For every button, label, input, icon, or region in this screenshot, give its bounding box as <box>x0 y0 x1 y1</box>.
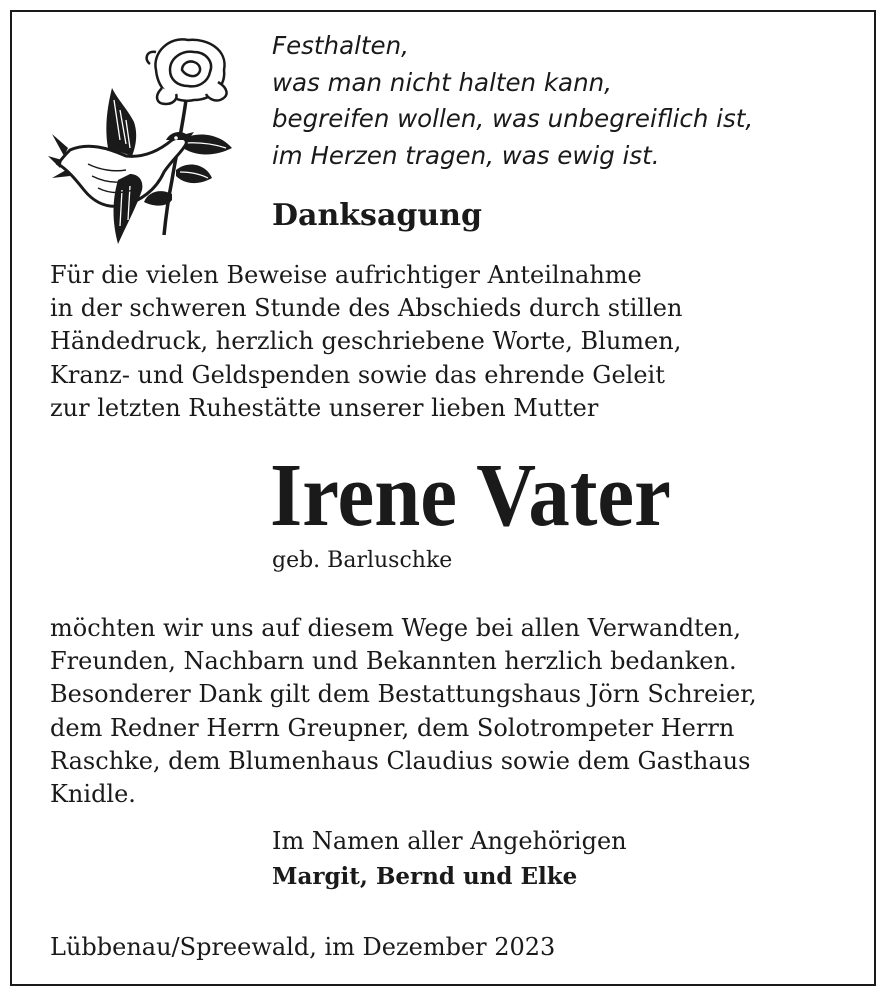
intro-line: Für die vielen Beweise aufrichtiger Anteilnahme <box>50 261 642 289</box>
thanks-line: Raschke, dem Blumenhaus Claudius sowie dem Gasthaus <box>50 746 751 775</box>
thanks-line: möchten wir uns auf diesem Wege bei allen Verwandten, <box>50 614 741 642</box>
thanks-line: Freunden, Nachbarn und Bekannten herzlich bedanken. <box>50 647 737 676</box>
intro-line: Kranz- und Geldspenden sowie das ehrende Geleit <box>50 360 665 389</box>
notice-heading: Danksagung <box>272 198 482 233</box>
poem-line: begreifen wollen, was unbegreiflich ist, <box>272 104 754 133</box>
thanks-line: Besonderer Dank gilt dem Bestattungshaus Jörn Schreier, <box>50 680 757 709</box>
thanks-line: Knidle. <box>50 780 136 809</box>
signoff-names: Margit, Bernd und Elke <box>272 863 578 890</box>
intro-line: zur letzten Ruhestätte unserer lieben Mutter <box>50 393 599 422</box>
thanks-line: dem Redner Herrn Greupner, dem Solotrompeter Herrn <box>50 713 735 742</box>
poem-line: was man nicht halten kann, <box>272 67 612 97</box>
poem <box>272 28 753 174</box>
signoff-line: Im Namen aller Angehörigen <box>272 827 627 855</box>
poem-line: Festhalten, <box>272 31 409 60</box>
place-date: Lübbenau/Spreewald, im Dezember 2023 <box>50 933 556 961</box>
deceased-name: Irene Vater <box>270 446 671 545</box>
intro-line: Händedruck, herzlich geschriebene Worte, Blumen, <box>50 327 682 356</box>
maiden-name: geb. Barluschke <box>272 548 453 573</box>
poem-line: im Herzen tragen, was ewig ist. <box>272 140 660 170</box>
dove-with-rose-icon <box>48 30 238 255</box>
intro-paragraph <box>50 259 682 425</box>
signoff <box>272 824 627 894</box>
intro-line: in der schweren Stunde des Abschieds durch stillen <box>50 294 683 323</box>
thanks-paragraph <box>50 612 757 811</box>
